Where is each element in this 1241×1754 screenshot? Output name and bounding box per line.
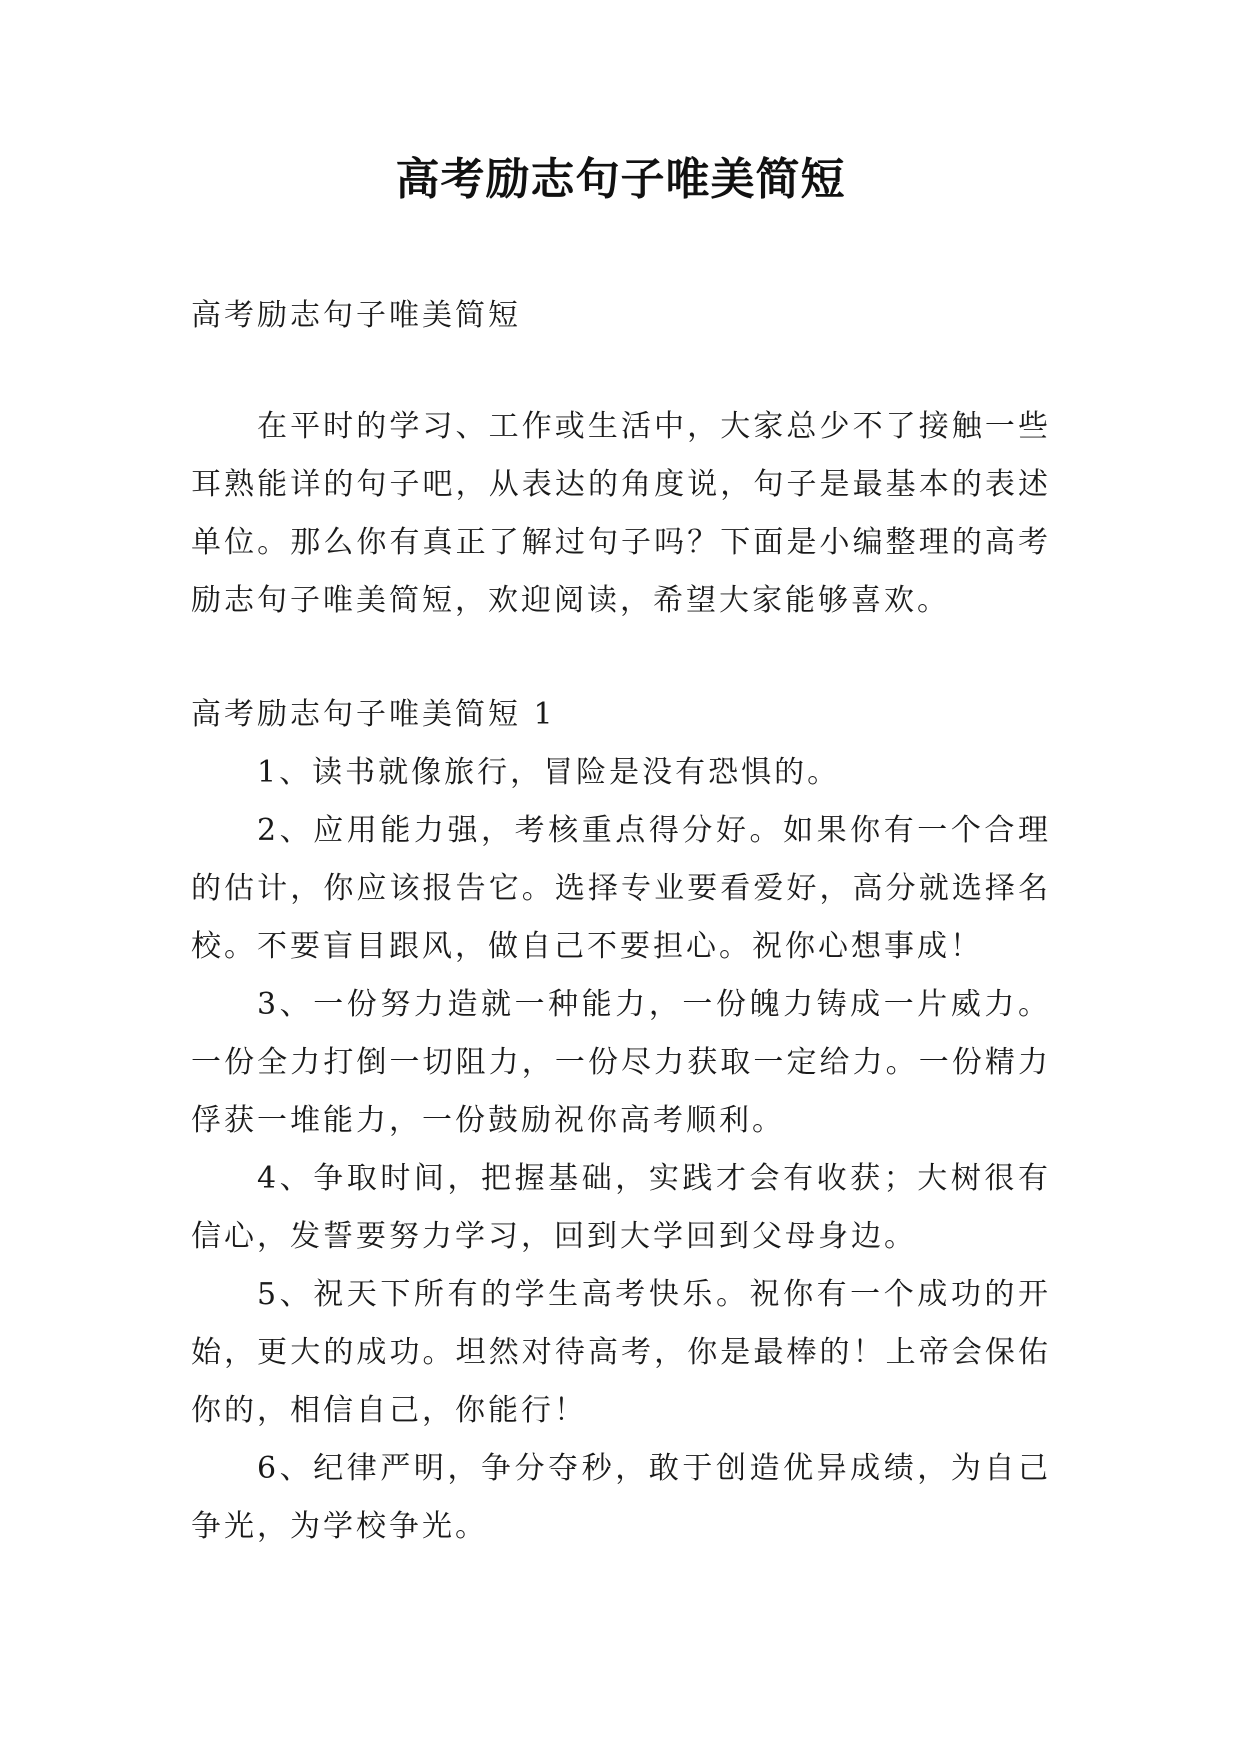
list-item: 1、读书就像旅行，冒险是没有恐惧的。 [257,755,841,790]
section-heading: 高考励志句子唯美简短 1 [191,697,556,732]
intro-paragraph: 在平时的学习、工作或生活中，大家总少不了接触一些耳熟能详的句子吧，从表达的角度说，句子是最基本的表述单位。那么你有真正了解过句子吗？下面是小编整理的高考励志句子唯美简短，欢迎阅读，希望大家能够喜欢。 [191,409,1051,618]
list-item: 6、纪律严明，争分夺秒，敢于创造优异成绩，为自己争光，为学校争光。 [191,1451,1051,1544]
document-body [191,288,1051,1556]
list-item: 5、祝天下所有的学生高考快乐。祝你有一个成功的开始，更大的成功。坦然对待高考，你是最棒的！上帝会保佑你的，相信自己，你能行！ [191,1277,1051,1428]
list-item: 2、应用能力强，考核重点得分好。如果你有一个合理的估计，你应该报告它。选择专业要看爱好，高分就选择名校。不要盲目跟风，做自己不要担心。祝你心想事成！ [191,813,1051,964]
document-subtitle: 高考励志句子唯美简短 [191,298,521,333]
list-item: 4、争取时间，把握基础，实践才会有收获；大树很有信心，发誓要努力学习，回到大学回到父母身边。 [191,1161,1051,1254]
document-title: 高考励志句子唯美简短 [395,154,846,205]
list-item: 3、一份努力造就一种能力，一份魄力铸成一片威力。一份全力打倒一切阻力，一份尽力获取一定给力。一份精力俘获一堆能力，一份鼓励祝你高考顺利。 [191,987,1051,1138]
